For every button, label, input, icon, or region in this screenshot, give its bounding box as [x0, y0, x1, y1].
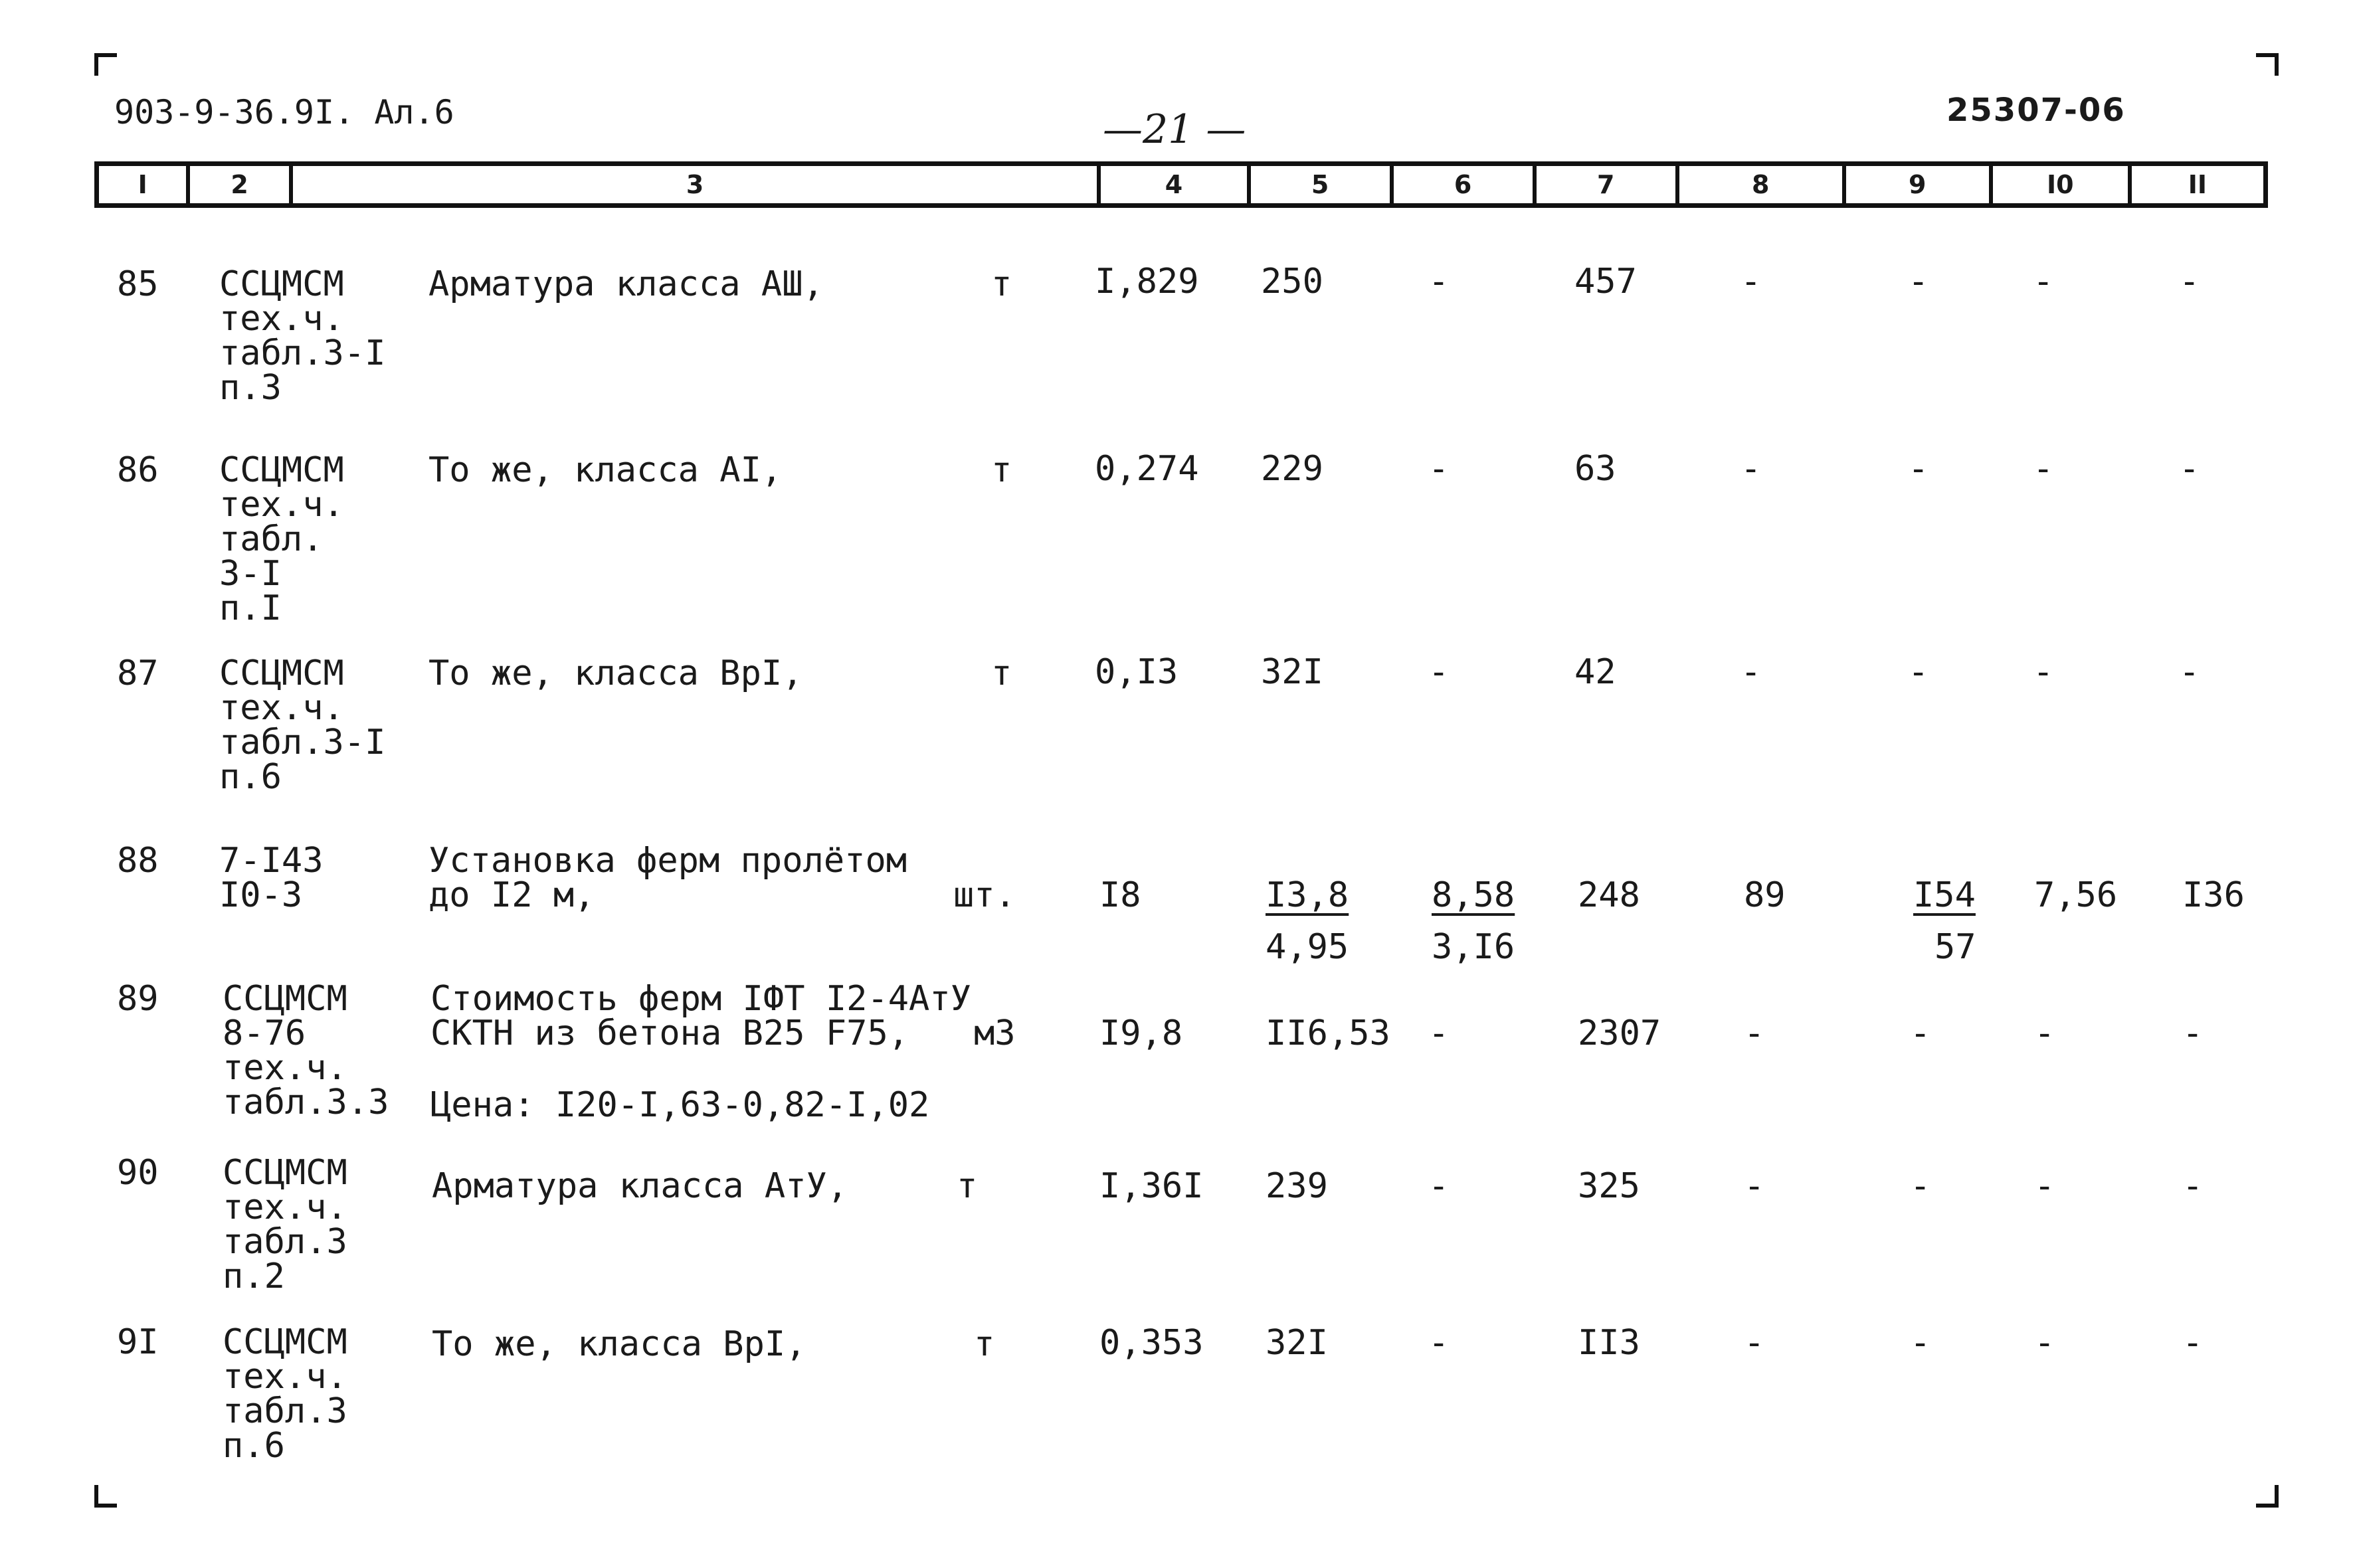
inventory-number: 25307-06	[1946, 92, 2126, 129]
row-reference: ССЦМСМ тех.ч. табл.3 п.6	[223, 1322, 347, 1466]
row-unit: т	[974, 1324, 995, 1364]
row-unit: т	[991, 450, 1012, 490]
row-col5: 32I	[1266, 1323, 1328, 1363]
row-description: Арматура класса АтУ,	[432, 1166, 848, 1206]
row-col7: 457	[1574, 262, 1637, 302]
column-header-10: I0	[1989, 166, 2128, 203]
row-col8: -	[1744, 1013, 1765, 1053]
row-col9: -	[1910, 1013, 1931, 1053]
row-col9-sub: 57	[1934, 927, 1976, 967]
corner-mark-bottom-left	[94, 1485, 117, 1508]
row-description: То же, класса ВрI,	[428, 653, 803, 693]
row-quantity: I9,8	[1099, 1013, 1183, 1053]
row-col10: -	[2033, 262, 2054, 302]
row-col11: -	[2179, 652, 2200, 692]
row-unit: т	[957, 1166, 978, 1206]
price-note: Цена: I20-I,63-0,82-I,02	[430, 1085, 930, 1125]
row-col6: -	[1428, 449, 1450, 489]
row-col10: -	[2034, 1013, 2055, 1053]
column-header-row	[94, 161, 2268, 208]
column-header-8: 8	[1675, 166, 1842, 203]
row-col5: II6,53	[1266, 1013, 1390, 1053]
row-quantity: 0,I3	[1095, 652, 1178, 692]
row-col11: I36	[2182, 875, 2245, 915]
row-quantity: 0,274	[1095, 449, 1199, 489]
row-col5: 239	[1266, 1166, 1328, 1206]
page-number: —21 —	[1103, 106, 1246, 153]
row-col6: -	[1428, 1013, 1450, 1053]
row-col8: -	[1744, 1323, 1765, 1363]
row-col8: 89	[1744, 875, 1786, 915]
row-col9: -	[1908, 262, 1929, 302]
row-quantity: I,829	[1095, 262, 1199, 302]
row-col11: -	[2179, 449, 2200, 489]
row-col10: 7,56	[2034, 875, 2118, 915]
row-unit: т	[991, 264, 1012, 304]
row-unit: шт.	[953, 875, 1016, 915]
row-reference: ССЦМСМ 8-76 тех.ч. табл.3.3	[223, 979, 389, 1122]
document-code: 903-9-36.9I. Ал.6	[114, 93, 454, 131]
row-col5-sub: 4,95	[1266, 927, 1349, 967]
row-col6: 8,58	[1432, 875, 1515, 915]
row-col9: -	[1910, 1166, 1931, 1206]
row-description: Установка ферм пролётом до I2 м,	[428, 841, 907, 915]
row-col5: 229	[1261, 449, 1323, 489]
row-description: То же, класса ВрI,	[432, 1324, 806, 1364]
row-col6: -	[1428, 262, 1450, 302]
row-number: 89	[117, 979, 159, 1019]
row-col11: -	[2182, 1323, 2204, 1363]
row-col6-sub: 3,I6	[1432, 927, 1515, 967]
row-col10: -	[2033, 652, 2054, 692]
row-number: 86	[117, 450, 159, 490]
column-header-5: 5	[1247, 166, 1390, 203]
row-col7: 325	[1578, 1166, 1640, 1206]
row-col8: -	[1741, 449, 1762, 489]
row-unit: м3	[974, 1013, 1016, 1053]
row-reference: ССЦМСМ тех.ч. табл.3-I п.6	[219, 653, 386, 797]
row-col9: I54	[1913, 875, 1976, 915]
row-reference: ССЦМСМ тех.ч. табл.3-I п.3	[219, 264, 386, 408]
row-number: 85	[117, 264, 159, 304]
column-header-3: 3	[289, 166, 1097, 203]
row-number: 87	[117, 653, 159, 693]
row-unit: т	[991, 653, 1012, 693]
row-col5: 32I	[1261, 652, 1323, 692]
row-col5: I3,8	[1266, 875, 1349, 915]
row-col7: II3	[1578, 1323, 1640, 1363]
row-description: Стоимость ферм IФТ I2-4АтУ СКТН из бетона В25 F75,	[430, 979, 971, 1053]
column-header-4: 4	[1097, 166, 1246, 203]
row-col9: -	[1908, 449, 1929, 489]
row-col9: -	[1908, 652, 1929, 692]
column-header-7: 7	[1533, 166, 1675, 203]
corner-mark-top-left	[94, 53, 117, 76]
row-description: То же, класса АI,	[428, 450, 783, 490]
row-col7: 2307	[1578, 1013, 1661, 1053]
column-header-9: 9	[1842, 166, 1989, 203]
row-col7: 248	[1578, 875, 1640, 915]
corner-mark-top-right	[2256, 53, 2279, 76]
row-description: Арматура класса АШ,	[428, 264, 824, 304]
row-quantity: 0,353	[1099, 1323, 1204, 1363]
column-header-11: II	[2128, 166, 2263, 203]
row-col8: -	[1741, 652, 1762, 692]
column-header-2: 2	[186, 166, 288, 203]
row-col10: -	[2033, 449, 2054, 489]
row-reference: ССЦМСМ тех.ч. табл.3 п.2	[223, 1153, 347, 1296]
row-reference: 7-I43 I0-3	[219, 841, 324, 915]
row-col7: 42	[1574, 652, 1616, 692]
row-col11: -	[2182, 1013, 2204, 1053]
row-number: 90	[117, 1153, 159, 1193]
column-header-1: I	[138, 170, 147, 199]
row-col10: -	[2034, 1323, 2055, 1363]
corner-mark-bottom-right	[2256, 1485, 2279, 1508]
row-col9: -	[1910, 1323, 1931, 1363]
row-col5: 250	[1261, 262, 1323, 302]
row-quantity: I8	[1099, 875, 1141, 915]
row-col8: -	[1744, 1166, 1765, 1206]
row-reference: ССЦМСМ тех.ч. табл. 3-I п.I	[219, 450, 344, 628]
row-col6: -	[1428, 1166, 1450, 1206]
row-col11: -	[2182, 1166, 2204, 1206]
row-col7: 63	[1574, 449, 1616, 489]
row-number: 88	[117, 841, 159, 881]
row-col8: -	[1741, 262, 1762, 302]
row-number: 9I	[117, 1322, 159, 1362]
column-header-6: 6	[1390, 166, 1533, 203]
row-col11: -	[2179, 262, 2200, 302]
row-col6: -	[1428, 1323, 1450, 1363]
row-col6: -	[1428, 652, 1450, 692]
row-quantity: I,36I	[1099, 1166, 1204, 1206]
row-col10: -	[2034, 1166, 2055, 1206]
